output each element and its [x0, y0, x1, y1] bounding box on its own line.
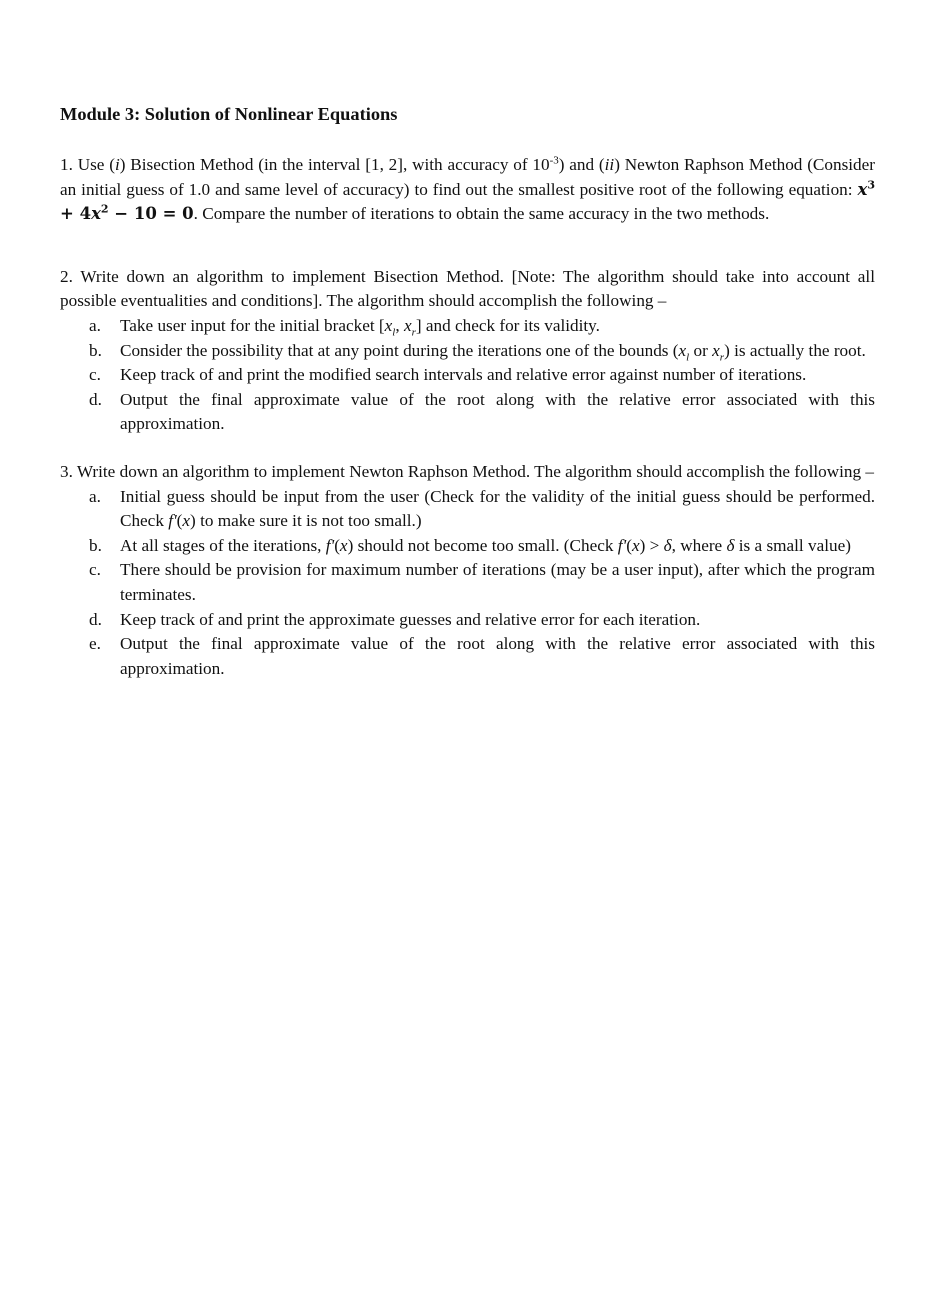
list-item: c. Keep track of and print the modified search intervals and relative error against number of iterations.	[89, 365, 807, 385]
question-2-intro: 2. Write down an algorithm to implement Bisection Method. [Note: The algorithm should take into account all possible eventualities and conditions]. The algorithm should accomplish the following –	[60, 266, 875, 311]
question-1	[60, 153, 875, 227]
equation: $x^3 + 4x^2 - 10 = 0$	[60, 178, 875, 224]
list-item: b. At all stages of the iterations, f'(x) should not become too small. (Check f'(x) > δ, where δ is a small value)	[89, 535, 851, 555]
question-3	[60, 460, 875, 681]
module-title: Module 3: Solution of Nonlinear Equations	[60, 104, 398, 124]
list-item: c. There should be provision for maximum number of iterations (may be a user input), after which the program terminates.	[89, 560, 875, 604]
list-item: b. Consider the possibility that at any point during the iterations one of the bounds ($x_l$ or $x_r$) is actually the root.	[89, 340, 866, 363]
list-item: a. Initial guess should be input from the user (Check for the validity of the initial guess should be performed. Check f'(x) to make sure it is not too small.)	[89, 486, 875, 531]
question-1-text: 1. Use (i) Bisection Method (in the interval [1, 2], with accuracy of $10^{-3}$) and (ii) Newton Raphson Method (Consider an initial guess of 1.0 and same level of accuracy) to find out the smallest positive root of the following equation: $x^3 + 4x^2 - 10 = 0$. Compare the number of iterations to obtain the same accuracy in the two methods.	[60, 154, 875, 224]
list-item: e. Output the final approximate value of the root along with the relative error associated with this approximation.	[89, 634, 875, 678]
question-2-list	[60, 314, 875, 437]
list-item: d. Keep track of and print the approximate guesses and relative error for each iteration.	[89, 609, 701, 629]
question-3-intro: 3. Write down an algorithm to implement Newton Raphson Method. The algorithm should accomplish the following –	[60, 461, 875, 481]
list-item: d. Output the final approximate value of the root along with the relative error associated with this approximation.	[89, 389, 875, 434]
document-page	[60, 100, 875, 707]
list-item: a. Take user input for the initial bracket [$x_l$, $x_r$] and check for its validity.	[89, 315, 600, 339]
question-2	[60, 265, 875, 437]
question-3-list	[60, 485, 875, 682]
